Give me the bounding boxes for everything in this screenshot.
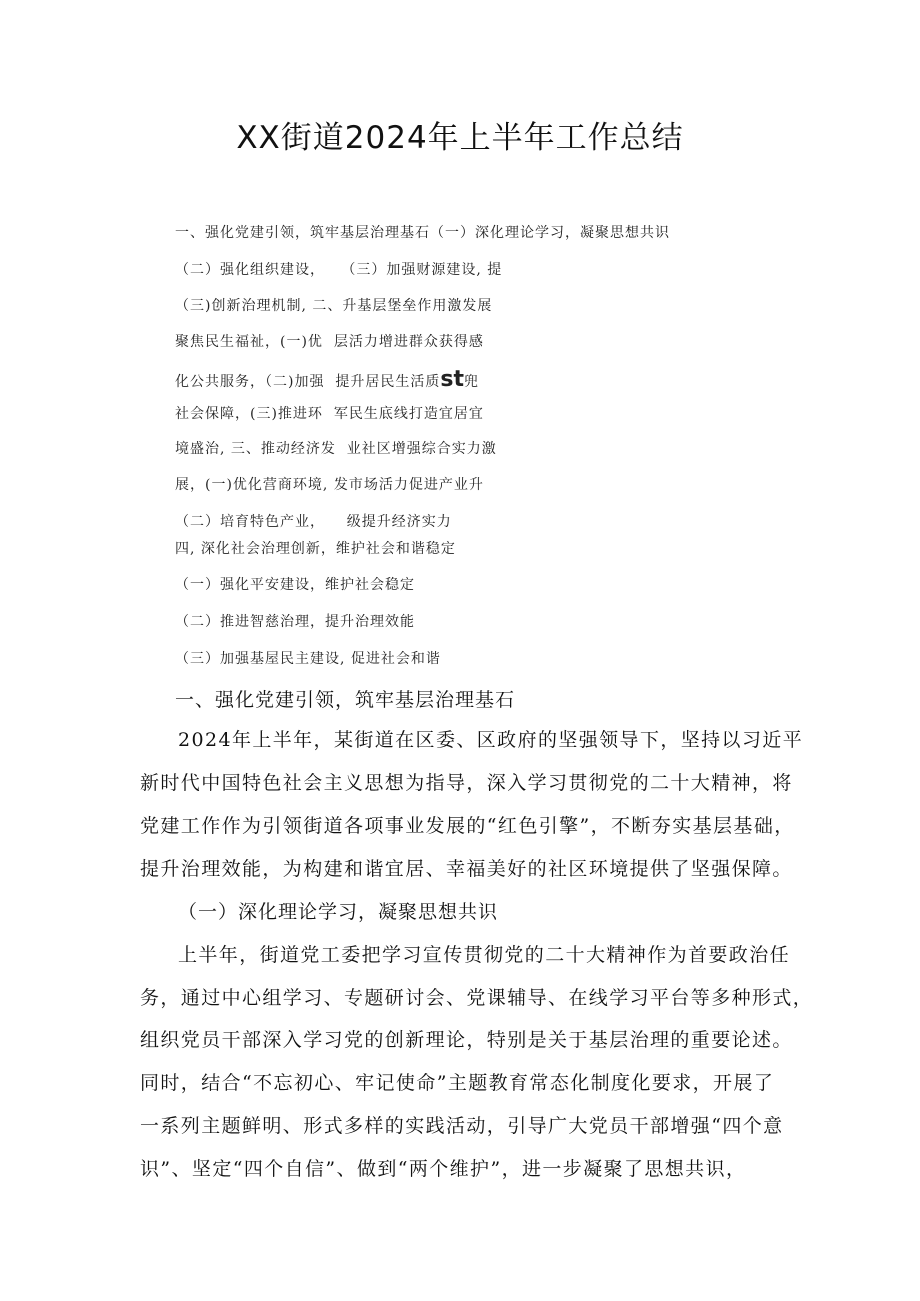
toc-line: （二）培育特色产业， 级提升经济实力 (175, 514, 452, 530)
toc-line: 境盛治, 三、推动经济发 业社区增强综合实力激 (175, 441, 497, 457)
subsection-heading: （一）深化理论学习，凝聚思想共识 (178, 901, 499, 923)
toc-line: （三)创新治理机制, 二、升基层堡垒作用激发展 (175, 298, 493, 314)
toc-line-with-glyph (175, 367, 479, 392)
toc-line: （二）强化组织建设， （三）加强财源建设, 提 (175, 262, 503, 278)
paragraph-line: 党建工作作为引领街道各项事业发展的“红色引擎”，不断夯实基层基础， (140, 815, 795, 837)
paragraph-line: 务，通过中心组学习、专题研讨会、党课辅导、在线学习平台等多种形式， (140, 987, 814, 1009)
toc-line: （三）加强基屋民主建设, 促进社会和谐 (175, 651, 441, 667)
paragraph-line: 同时，结合“不忘初心、牢记使命”主题教育常态化制度化要求，开展了 (140, 1072, 775, 1094)
toc-line: 展，(一)优化营商环境, 发市场活力促进产业升 (175, 477, 484, 493)
toc-line: （一）强化平安建设，维护社会稳定 (175, 577, 415, 593)
section-heading: 一、强化党建引领，筑牢基层治理基石 (175, 689, 516, 711)
toc-line: 聚焦民生福祉，(一)优 层活力增进群众获得感 (175, 334, 484, 350)
paragraph-line: 一系列主题鲜明、形式多样的实践活动，引导广大党员干部增强“四个意 (140, 1115, 784, 1137)
paragraph-line: 识”、坚定“四个自信”、做到“两个维护”，进一步凝聚了思想共识， (140, 1158, 747, 1180)
toc-glyph: st (440, 367, 464, 392)
paragraph-line: 上半年，街道党工委把学习宣传贯彻党的二十大精神作为首要政治任 (178, 944, 791, 966)
toc-glyph-tail: 兜 (464, 374, 479, 390)
toc-line: （二）推进智慈治理，提升治理效能 (175, 614, 415, 630)
toc-line-text: 化公共服务，（二)加强 提升居民生活质 (175, 374, 441, 390)
document-title: XX街道2024年上半年工作总结 (236, 120, 684, 156)
paragraph-line: 组织党员干部深入学习党的创新理论，特别是关于基层治理的重要论述。 (140, 1029, 793, 1051)
paragraph-line: 提升治理效能，为构建和谐宜居、幸福美好的社区环境提供了坚强保障。 (140, 858, 793, 880)
toc-line: 社会保障，(三)推进环 军民生底线打造宜居宜 (175, 406, 484, 422)
toc-line: 一、强化党建引领，筑牢基层治理基石（一）深化理论学习，凝聚思想共识 (175, 225, 670, 241)
paragraph-line: 2024年上半年，某街道在区委、区政府的坚强领导下，坚持以习近平 (178, 729, 804, 751)
paragraph-line: 新时代中国特色社会主义思想为指导，深入学习贯彻党的二十大精神，将 (140, 772, 793, 794)
toc-line: 四, 深化社会治理创新，维护社会和谐稳定 (175, 541, 456, 557)
